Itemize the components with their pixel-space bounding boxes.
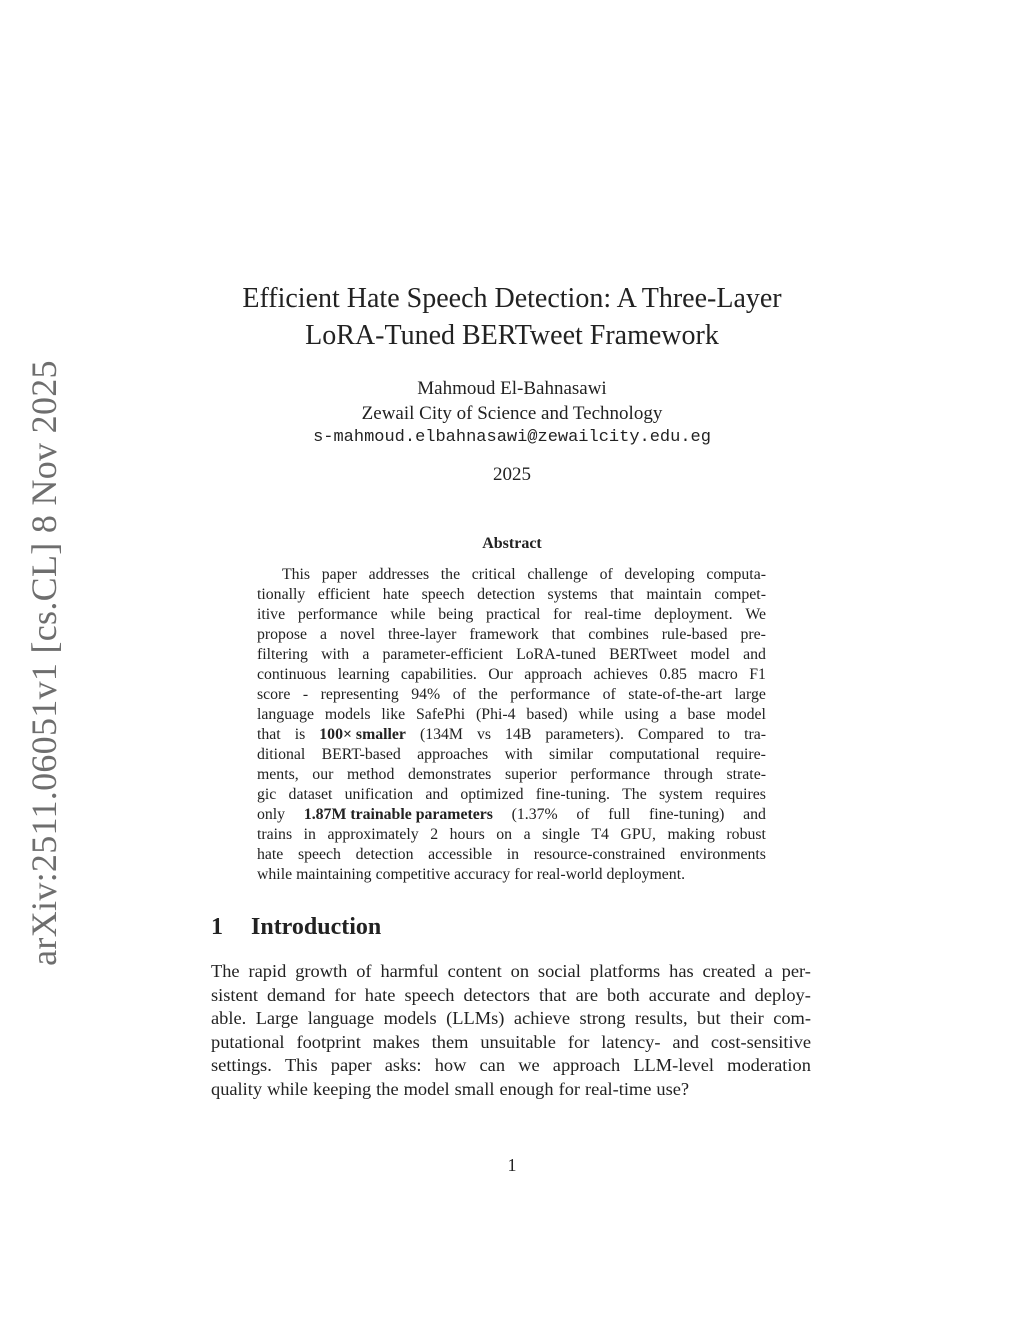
text-line: while maintaining competitive accuracy for real-world deployment.	[257, 866, 686, 883]
author-block	[200, 377, 824, 451]
section-title: Introduction	[251, 914, 382, 940]
text-line: hate speech detection accessible in resource-constrained environments	[257, 846, 766, 863]
text-line: gic dataset unification and optimized fine-tuning. The system requires	[257, 786, 766, 803]
publication-year: 2025	[493, 464, 531, 485]
title-line: LoRA-Tuned BERTweet Framework	[305, 320, 719, 351]
paper-title	[160, 280, 864, 354]
text-line: itive performance while being practical for real-time deployment. We	[257, 606, 766, 623]
text-line: filtering with a parameter-efficient LoRA-tuned BERTweet model and	[257, 646, 766, 663]
text-line: ditional BERT-based approaches with similar computational require-	[257, 746, 766, 763]
text-line: This paper addresses the critical challenge of developing computa-	[282, 566, 766, 583]
abstract-heading: Abstract	[482, 535, 542, 552]
text-line: The rapid growth of harmful content on social platforms has created a per-	[211, 961, 811, 981]
text-line: putational footprint makes them unsuitable for latency- and cost-sensitive	[211, 1031, 811, 1052]
text-line: continuous learning capabilities. Our approach achieves 0.85 macro F1	[257, 666, 766, 683]
author-name: Mahmoud El-Bahnasawi	[417, 378, 607, 399]
text-line: tionally efficient hate speech detection systems that maintain compet-	[257, 586, 766, 603]
text-line: that is 100× smaller (134M vs 14B parameters). Compared to tra-	[257, 726, 766, 743]
section-number: 1	[211, 914, 223, 940]
author-email: s-mahmoud.elbahnasawi@zewailcity.edu.eg	[313, 428, 711, 447]
text-line: only 1.87M trainable parameters (1.37% of full fine-tuning) and	[257, 806, 766, 823]
text-line: settings. This paper asks: how can we approach LLM-level moderation	[211, 1055, 811, 1075]
text-line: able. Large language models (LLMs) achieve strong results, but their com-	[211, 1008, 811, 1028]
text-line: propose a novel three-layer framework that combines rule-based pre-	[257, 626, 766, 643]
author-affiliation: Zewail City of Science and Technology	[361, 402, 663, 424]
introduction-paragraph	[211, 960, 811, 1101]
page-number: 1	[507, 1155, 517, 1175]
section-heading-introduction	[211, 914, 381, 941]
text-line: quality while keeping the model small enough for real-time use?	[211, 1078, 690, 1099]
text-line: sistent demand for hate speech detectors that are both accurate and deploy-	[211, 984, 811, 1005]
text-line: trains in approximately 2 hours on a single T4 GPU, making robust	[257, 826, 766, 843]
text-line: language models like SafePhi (Phi-4 based) while using a base model	[257, 706, 766, 723]
text-line: ments, our method demonstrates superior performance through strate-	[257, 766, 766, 783]
title-line: Efficient Hate Speech Detection: A Three-Layer	[242, 283, 782, 314]
arxiv-identifier-stamp: arXiv:2511.06051v1 [cs.CL] 8 Nov 2025	[24, 360, 64, 966]
text-line: score - representing 94% of the performance of state-of-the-art large	[257, 686, 766, 703]
abstract-body	[257, 565, 766, 885]
